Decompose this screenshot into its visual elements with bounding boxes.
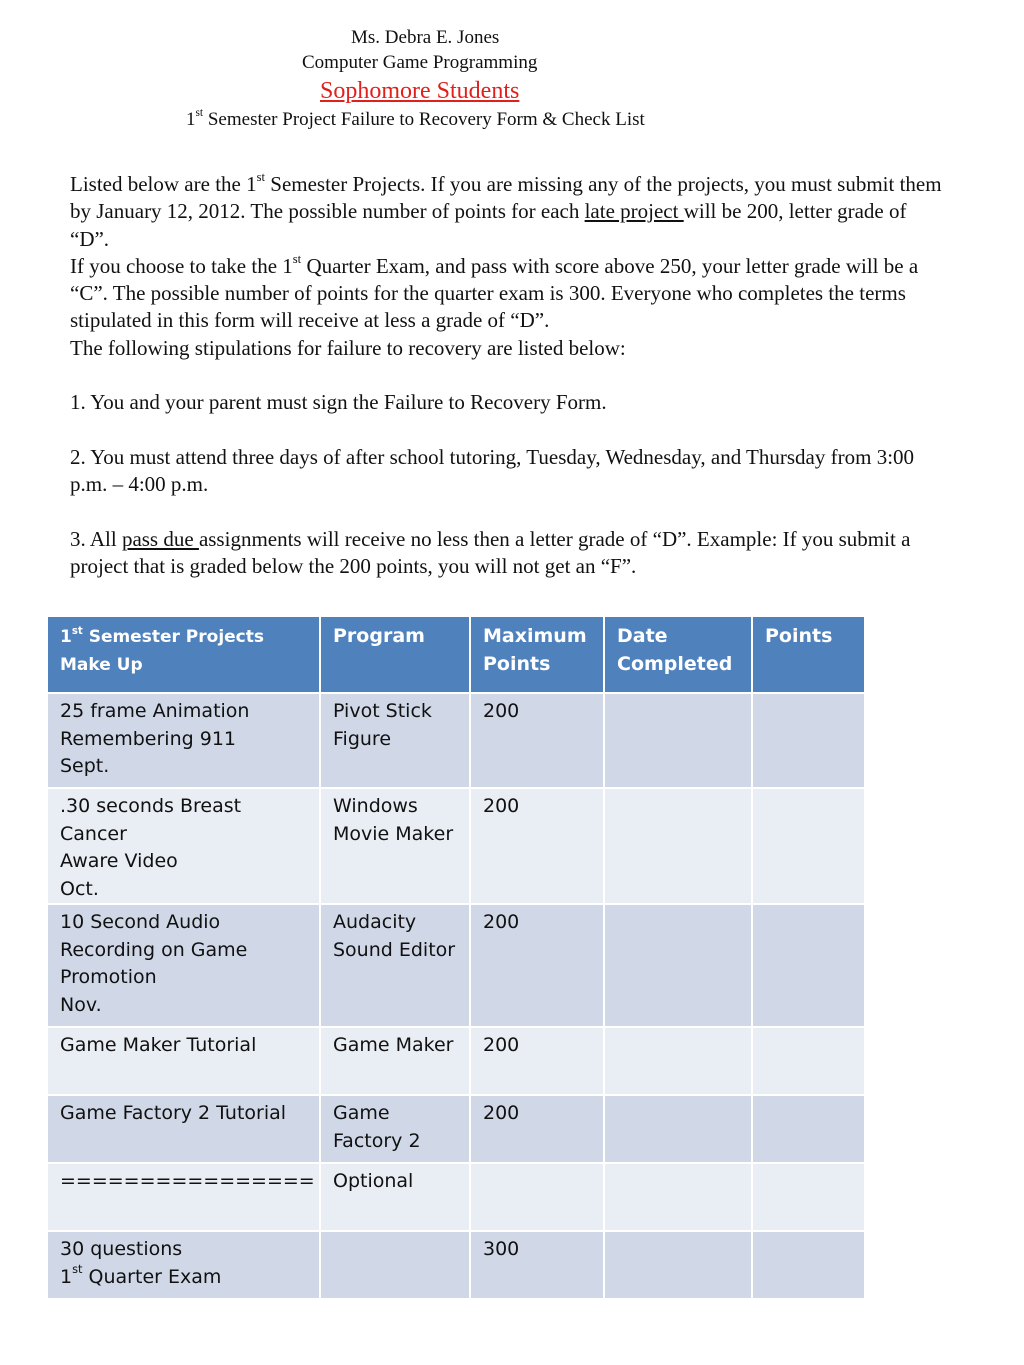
separator-line: ================ — [60, 1170, 315, 1192]
program-cell: Audacity Sound Editor — [320, 904, 470, 1027]
header-program: Program — [320, 616, 470, 693]
table-row — [47, 693, 865, 788]
table-row — [47, 904, 865, 1027]
project-cell: 30 questions 1st Quarter Exam — [47, 1231, 320, 1299]
program-cell: Game Factory 2 — [320, 1095, 470, 1163]
stipulations-intro: The following stipulations for failure to recovery are listed below: — [70, 335, 626, 360]
points-cell[interactable] — [752, 1231, 865, 1299]
max-points-cell: 200 — [470, 1027, 604, 1095]
points-cell[interactable] — [752, 1163, 865, 1231]
date-completed-cell[interactable] — [604, 693, 752, 788]
program-cell: Windows Movie Maker — [320, 788, 470, 904]
program-cell: Pivot Stick Figure — [320, 693, 470, 788]
header-points: Points — [752, 616, 865, 693]
late-project-underline: late project — [584, 199, 684, 224]
date-completed-cell[interactable] — [604, 1163, 752, 1231]
table-row — [47, 1027, 865, 1095]
program-cell — [320, 1231, 470, 1299]
project-cell: 10 Second Audio Recording on Game Promotion Nov. — [47, 904, 320, 1027]
header-date-completed: Date Completed — [604, 616, 752, 693]
date-completed-cell[interactable] — [604, 1231, 752, 1299]
date-completed-cell[interactable] — [604, 788, 752, 904]
program-cell: Game Maker — [320, 1027, 470, 1095]
student-group: Sophomore Students — [320, 78, 520, 104]
points-cell[interactable] — [752, 1027, 865, 1095]
teacher-name: Ms. Debra E. Jones — [351, 27, 500, 48]
course-title: Computer Game Programming — [302, 52, 538, 73]
date-completed-cell[interactable] — [604, 904, 752, 1027]
max-points-cell: 200 — [470, 788, 604, 904]
project-cell: Game Factory 2 Tutorial — [47, 1095, 320, 1163]
points-cell[interactable] — [752, 904, 865, 1027]
header-max-points: Maximum Points — [470, 616, 604, 693]
header-projects: 1st Semester Projects Make Up — [47, 616, 320, 693]
max-points-cell: 200 — [470, 1095, 604, 1163]
table-row — [47, 1231, 865, 1299]
points-cell[interactable] — [752, 1095, 865, 1163]
exam-paragraph: If you choose to take the 1st Quarter Exam, and pass with score above 250, your letter grade will be a “C”. The possible number of points for the quarter exam is 300. Everyone who completes the terms stipulated in this form will receive at less a grade of “D”. — [70, 252, 919, 333]
project-cell: Game Maker Tutorial — [47, 1027, 320, 1095]
program-cell: Optional — [320, 1163, 470, 1231]
table-row — [47, 1095, 865, 1163]
table-row — [47, 1163, 865, 1231]
project-cell — [47, 1163, 320, 1231]
points-cell[interactable] — [752, 693, 865, 788]
table-row — [47, 788, 865, 904]
max-points-cell — [470, 1163, 604, 1231]
date-completed-cell[interactable] — [604, 1095, 752, 1163]
max-points-cell: 300 — [470, 1231, 604, 1299]
date-completed-cell[interactable] — [604, 1027, 752, 1095]
stipulation-3: 3. All pass due assignments will receive no less then a letter grade of “D”. Example: If you submit a project that is graded below the 200 points, you will not get an “F”. — [70, 526, 911, 579]
stipulation-1: 1. You and your parent must sign the Failure to Recovery Form. — [70, 390, 607, 415]
stipulation-2: 2. You must attend three days of after school tutoring, Tuesday, Wednesday, and Thursday from 3:00 p.m. – 4:00 p.m. — [70, 444, 915, 497]
project-cell: 25 frame Animation Remembering 911 Sept. — [47, 693, 320, 788]
form-title: 1st Semester Project Failure to Recovery Form & Check List — [186, 106, 645, 130]
projects-table — [46, 615, 866, 1300]
pass-due-underline: pass due — [121, 526, 199, 551]
table-header-row — [47, 616, 865, 693]
points-cell[interactable] — [752, 788, 865, 904]
project-cell: .30 seconds Breast Cancer Aware Video Oct. — [47, 788, 320, 904]
intro-paragraph: Listed below are the 1st Semester Projects. If you are missing any of the projects, you must submit them by January 12, 2012. The possible number of points for each late project will be 200, letter grade of “D”. — [70, 170, 942, 251]
instructions — [70, 171, 950, 580]
max-points-cell: 200 — [470, 904, 604, 1027]
max-points-cell: 200 — [470, 693, 604, 788]
